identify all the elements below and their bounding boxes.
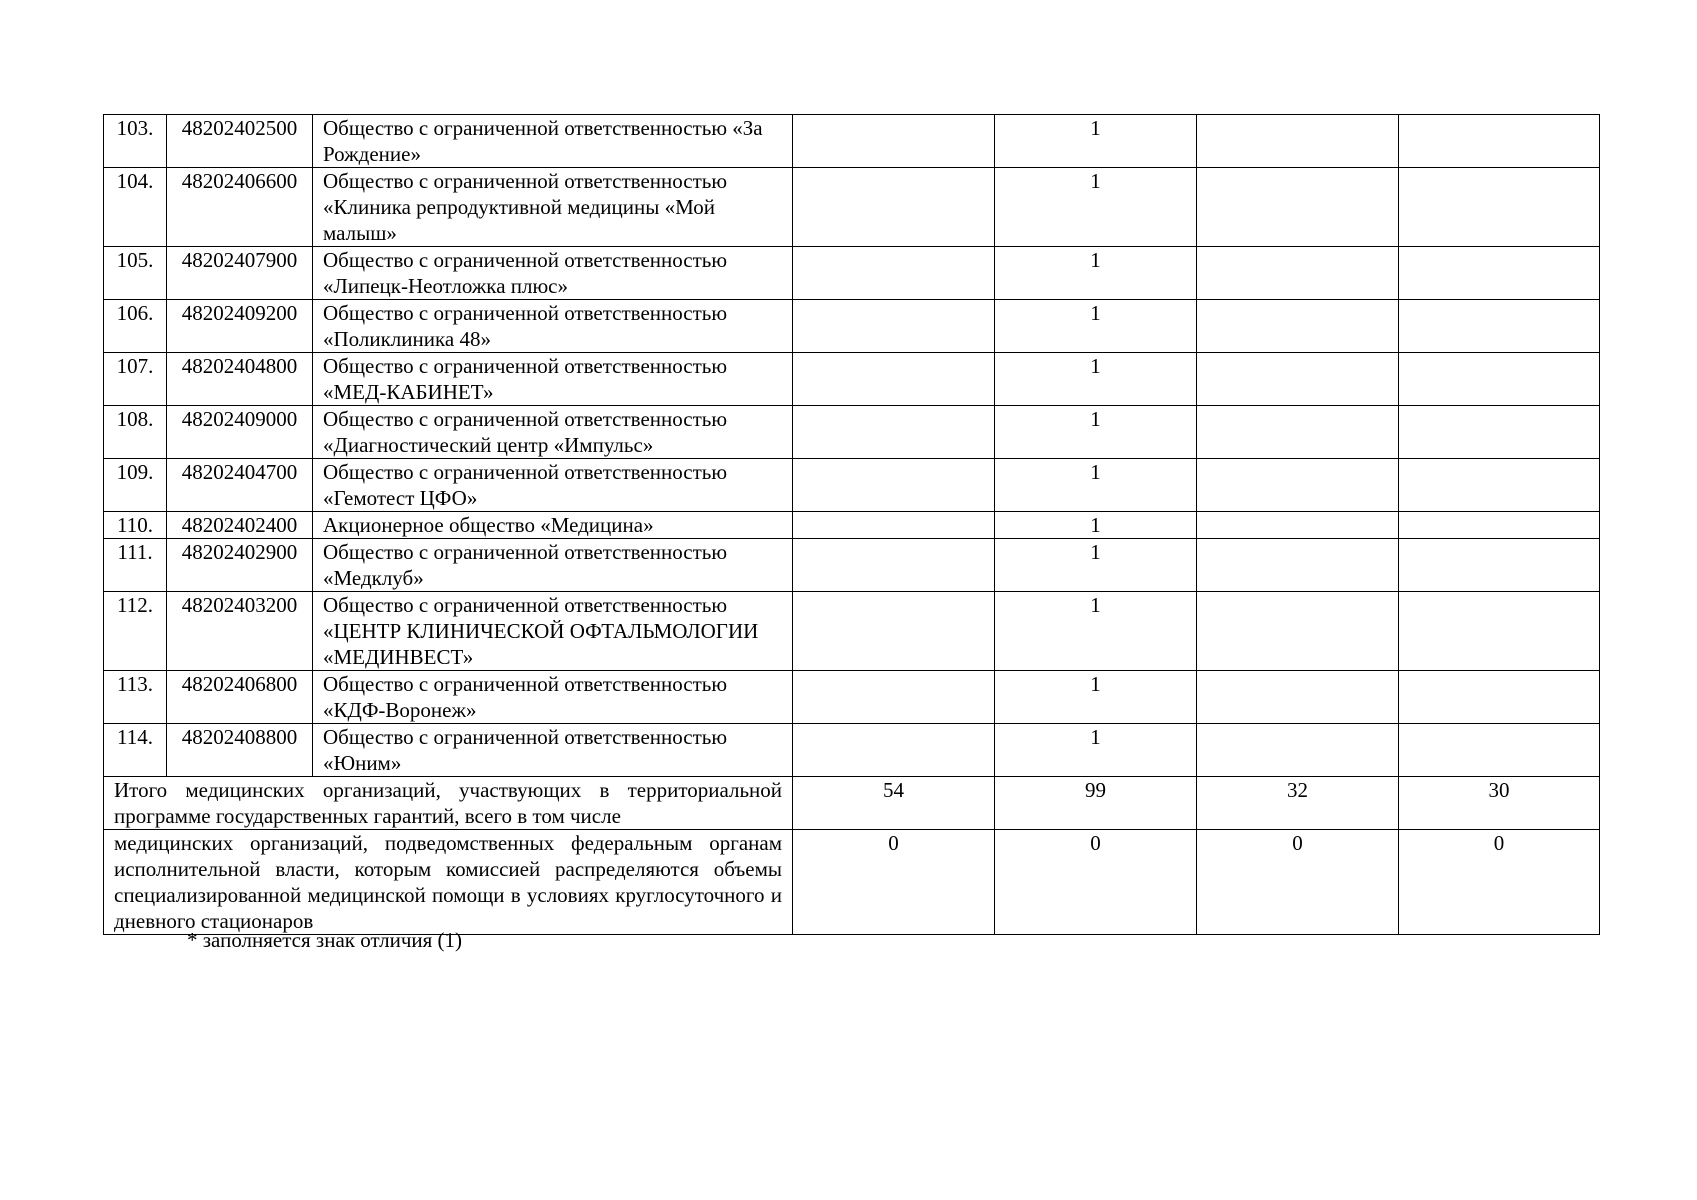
table-row bbox=[104, 247, 1600, 300]
value-col-1 bbox=[793, 168, 995, 247]
row-number: 107. bbox=[104, 353, 167, 406]
value-col-4 bbox=[1399, 168, 1600, 247]
row-number: 112. bbox=[104, 592, 167, 671]
value-col-1 bbox=[793, 724, 995, 777]
federal-organizations-row bbox=[104, 830, 1600, 935]
value-col-4 bbox=[1399, 353, 1600, 406]
federal-value-col-4: 0 bbox=[1399, 830, 1600, 935]
value-col-1 bbox=[793, 406, 995, 459]
organization-name: Общество с ограниченной ответственностью «Поликлиника 48» bbox=[313, 300, 793, 353]
value-col-3 bbox=[1197, 300, 1399, 353]
value-col-1 bbox=[793, 592, 995, 671]
value-col-4 bbox=[1399, 300, 1600, 353]
organization-name: Общество с ограниченной ответственностью «ЦЕНТР КЛИНИЧЕСКОЙ ОФТАЛЬМОЛОГИИ «МЕДИНВЕСТ» bbox=[313, 592, 793, 671]
table-row bbox=[104, 300, 1600, 353]
value-col-2: 1 bbox=[995, 459, 1197, 512]
row-number: 108. bbox=[104, 406, 167, 459]
value-col-1 bbox=[793, 300, 995, 353]
table-row bbox=[104, 115, 1600, 168]
organization-name: Общество с ограниченной ответственностью «Липецк-Неотложка плюс» bbox=[313, 247, 793, 300]
organization-code: 48202409200 bbox=[167, 300, 313, 353]
value-col-1 bbox=[793, 115, 995, 168]
row-number: 109. bbox=[104, 459, 167, 512]
organization-code: 48202408800 bbox=[167, 724, 313, 777]
row-number: 110. bbox=[104, 512, 167, 539]
table-row bbox=[104, 539, 1600, 592]
row-number: 113. bbox=[104, 671, 167, 724]
totals-value-col-3: 32 bbox=[1197, 777, 1399, 830]
value-col-2: 1 bbox=[995, 353, 1197, 406]
value-col-3 bbox=[1197, 247, 1399, 300]
organization-name: Общество с ограниченной ответственностью «Клиника репродуктивной медицины «Мой малыш» bbox=[313, 168, 793, 247]
table-row bbox=[104, 592, 1600, 671]
value-col-4 bbox=[1399, 247, 1600, 300]
value-col-3 bbox=[1197, 353, 1399, 406]
totals-value-col-4: 30 bbox=[1399, 777, 1600, 830]
value-col-3 bbox=[1197, 115, 1399, 168]
value-col-2: 1 bbox=[995, 671, 1197, 724]
value-col-3 bbox=[1197, 459, 1399, 512]
organization-code: 48202406600 bbox=[167, 168, 313, 247]
table-row bbox=[104, 459, 1600, 512]
table-row bbox=[104, 168, 1600, 247]
value-col-3 bbox=[1197, 168, 1399, 247]
value-col-4 bbox=[1399, 592, 1600, 671]
row-number: 114. bbox=[104, 724, 167, 777]
value-col-2: 1 bbox=[995, 724, 1197, 777]
organization-name: Акционерное общество «Медицина» bbox=[313, 512, 793, 539]
row-number: 103. bbox=[104, 115, 167, 168]
totals-label: Итого медицинских организаций, участвующих в территориальной программе государственных гарантий, всего в том числе bbox=[104, 777, 793, 830]
value-col-1 bbox=[793, 459, 995, 512]
organization-code: 48202404700 bbox=[167, 459, 313, 512]
totals-row bbox=[104, 777, 1600, 830]
organization-name: Общество с ограниченной ответственностью «МЕД-КАБИНЕТ» bbox=[313, 353, 793, 406]
value-col-3 bbox=[1197, 592, 1399, 671]
value-col-2: 1 bbox=[995, 300, 1197, 353]
value-col-4 bbox=[1399, 459, 1600, 512]
row-number: 105. bbox=[104, 247, 167, 300]
value-col-1 bbox=[793, 512, 995, 539]
federal-organizations-label: медицинских организаций, подведомственных федеральным органам исполнительной власти, которым комиссией распределяются объемы специализированной медицинской помощи в условиях круглосуточного и дневного стационаров bbox=[104, 830, 793, 935]
table-row bbox=[104, 353, 1600, 406]
table-row bbox=[104, 671, 1600, 724]
organization-code: 48202409000 bbox=[167, 406, 313, 459]
organization-code: 48202402400 bbox=[167, 512, 313, 539]
value-col-4 bbox=[1399, 406, 1600, 459]
value-col-1 bbox=[793, 247, 995, 300]
row-number: 111. bbox=[104, 539, 167, 592]
organization-code: 48202404800 bbox=[167, 353, 313, 406]
table-row bbox=[104, 406, 1600, 459]
table-row bbox=[104, 512, 1600, 539]
organizations-table-body bbox=[104, 115, 1600, 935]
organization-name: Общество с ограниченной ответственностью «КДФ-Воронеж» bbox=[313, 671, 793, 724]
organization-name: Общество с ограниченной ответственностью «Диагностический центр «Импульс» bbox=[313, 406, 793, 459]
organizations-table bbox=[103, 114, 1600, 935]
value-col-1 bbox=[793, 539, 995, 592]
federal-value-col-3: 0 bbox=[1197, 830, 1399, 935]
value-col-2: 1 bbox=[995, 115, 1197, 168]
value-col-2: 1 bbox=[995, 406, 1197, 459]
value-col-1 bbox=[793, 353, 995, 406]
value-col-2: 1 bbox=[995, 168, 1197, 247]
federal-value-col-1: 0 bbox=[793, 830, 995, 935]
value-col-2: 1 bbox=[995, 592, 1197, 671]
footnote: * заполняется знак отличия (1) bbox=[187, 928, 463, 952]
value-col-2: 1 bbox=[995, 512, 1197, 539]
table-row bbox=[104, 724, 1600, 777]
organization-code: 48202406800 bbox=[167, 671, 313, 724]
value-col-3 bbox=[1197, 724, 1399, 777]
value-col-3 bbox=[1197, 671, 1399, 724]
value-col-1 bbox=[793, 671, 995, 724]
organization-name: Общество с ограниченной ответственностью «Медклуб» bbox=[313, 539, 793, 592]
organization-code: 48202407900 bbox=[167, 247, 313, 300]
organization-code: 48202402900 bbox=[167, 539, 313, 592]
row-number: 104. bbox=[104, 168, 167, 247]
totals-value-col-2: 99 bbox=[995, 777, 1197, 830]
value-col-4 bbox=[1399, 539, 1600, 592]
totals-value-col-1: 54 bbox=[793, 777, 995, 830]
value-col-3 bbox=[1197, 512, 1399, 539]
value-col-2: 1 bbox=[995, 539, 1197, 592]
value-col-3 bbox=[1197, 539, 1399, 592]
value-col-2: 1 bbox=[995, 247, 1197, 300]
value-col-3 bbox=[1197, 406, 1399, 459]
row-number: 106. bbox=[104, 300, 167, 353]
organization-name: Общество с ограниченной ответственностью «За Рождение» bbox=[313, 115, 793, 168]
organization-name: Общество с ограниченной ответственностью «Гемотест ЦФО» bbox=[313, 459, 793, 512]
value-col-4 bbox=[1399, 512, 1600, 539]
organization-name: Общество с ограниченной ответственностью «Юним» bbox=[313, 724, 793, 777]
organization-code: 48202402500 bbox=[167, 115, 313, 168]
federal-value-col-2: 0 bbox=[995, 830, 1197, 935]
value-col-4 bbox=[1399, 724, 1600, 777]
value-col-4 bbox=[1399, 115, 1600, 168]
value-col-4 bbox=[1399, 671, 1600, 724]
organization-code: 48202403200 bbox=[167, 592, 313, 671]
